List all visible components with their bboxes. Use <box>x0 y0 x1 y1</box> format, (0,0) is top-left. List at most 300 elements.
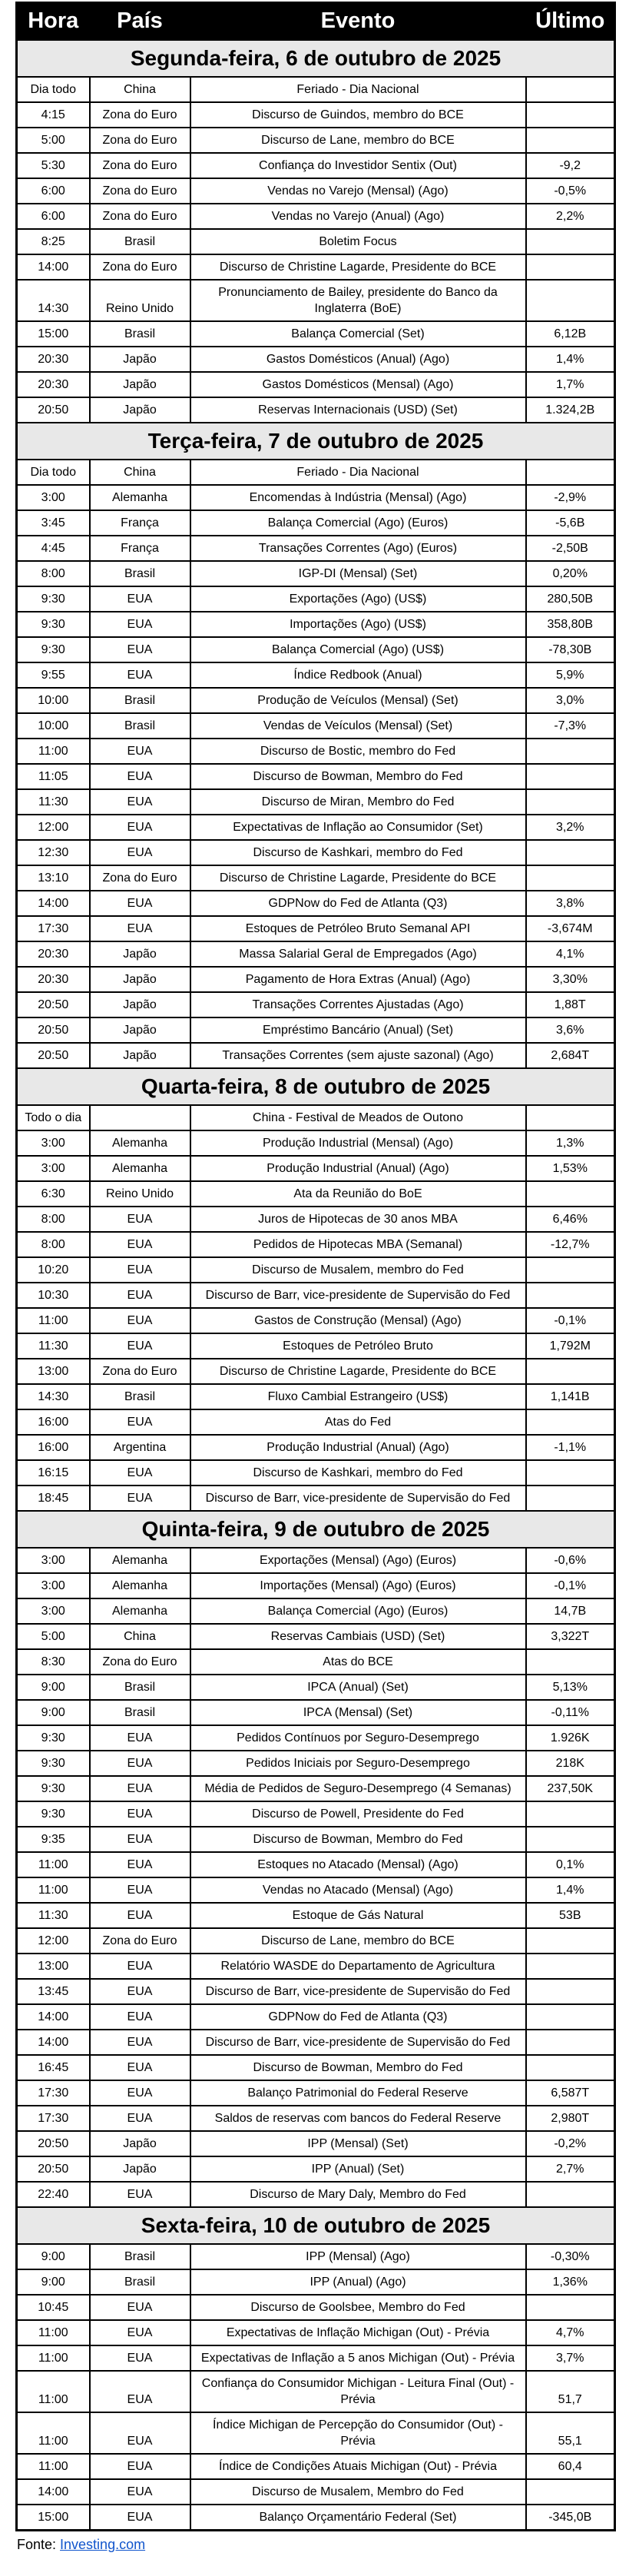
event-row <box>17 2182 615 2207</box>
country-cell: EUA <box>90 1877 190 1903</box>
country-cell: Brasil <box>90 561 190 586</box>
time-cell: 5:00 <box>17 1624 90 1649</box>
time-cell: 9:30 <box>17 1776 90 1801</box>
last-cell: 4,1% <box>526 941 615 967</box>
time-cell: 20:30 <box>17 347 90 372</box>
event-row <box>17 397 615 423</box>
last-cell <box>526 1359 615 1384</box>
country-cell: EUA <box>90 1409 190 1435</box>
event-row <box>17 662 615 688</box>
event-row <box>17 204 615 229</box>
last-cell: 2,980T <box>526 2106 615 2131</box>
time-cell: 9:00 <box>17 1700 90 1725</box>
last-cell: -0,5% <box>526 178 615 204</box>
event-cell: Discurso de Christine Lagarde, Presidente do BCE <box>190 865 526 891</box>
time-cell: 3:00 <box>17 1156 90 1181</box>
country-cell: Brasil <box>90 1675 190 1700</box>
event-row <box>17 1409 615 1435</box>
event-cell: Encomendas à Indústria (Mensal) (Ago) <box>190 485 526 510</box>
event-row <box>17 612 615 637</box>
event-row <box>17 1725 615 1751</box>
event-cell: Vendas de Veículos (Mensal) (Set) <box>190 713 526 739</box>
last-cell <box>526 2182 615 2207</box>
event-row <box>17 102 615 128</box>
last-cell: 3,322T <box>526 1624 615 1649</box>
country-cell: Brasil <box>90 2269 190 2295</box>
last-cell: 3,0% <box>526 688 615 713</box>
time-cell: 8:25 <box>17 229 90 254</box>
event-cell: Atas do Fed <box>190 1409 526 1435</box>
time-cell: 10:30 <box>17 1283 90 1308</box>
event-row <box>17 1548 615 1573</box>
country-cell: EUA <box>90 1776 190 1801</box>
event-cell: Reservas Cambiais (USD) (Set) <box>190 1624 526 1649</box>
event-row <box>17 2412 615 2454</box>
event-row <box>17 153 615 178</box>
column-header-hora: Hora <box>17 3 90 40</box>
time-cell: 3:00 <box>17 1573 90 1598</box>
time-cell: 9:35 <box>17 1827 90 1852</box>
time-cell: 14:00 <box>17 891 90 916</box>
event-cell: Discurso de Bowman, Membro do Fed <box>190 2055 526 2080</box>
event-row <box>17 1105 615 1130</box>
time-cell: 12:00 <box>17 1928 90 1954</box>
last-cell: 218K <box>526 1751 615 1776</box>
country-cell: Japão <box>90 1017 190 1043</box>
time-cell: 9:30 <box>17 586 90 612</box>
time-cell: 9:30 <box>17 1801 90 1827</box>
event-cell: China - Festival de Meados de Outono <box>190 1105 526 1130</box>
event-cell: Discurso de Powell, Presidente do Fed <box>190 1801 526 1827</box>
event-cell: Transações Correntes (sem ajuste sazonal) (Ago) <box>190 1043 526 1068</box>
last-cell <box>526 1257 615 1283</box>
last-cell <box>526 2295 615 2320</box>
event-cell: Discurso de Christine Lagarde, Presidente do BCE <box>190 1359 526 1384</box>
country-cell: China <box>90 77 190 102</box>
last-cell: 4,7% <box>526 2320 615 2345</box>
event-cell: Estoques de Petróleo Bruto <box>190 1333 526 1359</box>
time-cell: 9:00 <box>17 2244 90 2269</box>
country-cell: EUA <box>90 1751 190 1776</box>
event-row <box>17 536 615 561</box>
country-cell: EUA <box>90 2055 190 2080</box>
event-row <box>17 2156 615 2182</box>
country-cell: França <box>90 536 190 561</box>
event-cell: Fluxo Cambial Estrangeiro (US$) <box>190 1384 526 1409</box>
event-row <box>17 128 615 153</box>
last-cell: 1,4% <box>526 347 615 372</box>
event-row <box>17 2080 615 2106</box>
column-header-evento: Evento <box>190 3 526 40</box>
time-cell: 15:00 <box>17 321 90 347</box>
last-cell: -0,30% <box>526 2244 615 2269</box>
country-cell: Zona do Euro <box>90 1928 190 1954</box>
last-cell <box>526 1105 615 1130</box>
last-cell: 1,4% <box>526 1877 615 1903</box>
last-cell: 280,50B <box>526 586 615 612</box>
event-cell: Discurso de Barr, vice-presidente de Supervisão do Fed <box>190 1979 526 2004</box>
time-cell: 20:50 <box>17 2156 90 2182</box>
event-cell: Discurso de Mary Daly, Membro do Fed <box>190 2182 526 2207</box>
event-row <box>17 347 615 372</box>
last-cell <box>526 77 615 102</box>
event-row <box>17 77 615 102</box>
country-cell: EUA <box>90 1232 190 1257</box>
last-cell: 3,8% <box>526 891 615 916</box>
event-cell: Vendas no Varejo (Anual) (Ago) <box>190 204 526 229</box>
last-cell: -5,6B <box>526 510 615 536</box>
event-cell: Índice Michigan de Percepção do Consumidor (Out) - Prévia <box>190 2412 526 2454</box>
last-cell: 1.926K <box>526 1725 615 1751</box>
event-cell: Transações Correntes (Ago) (Euros) <box>190 536 526 561</box>
time-cell: 13:45 <box>17 1979 90 2004</box>
event-cell: IPP (Anual) (Set) <box>190 2156 526 2182</box>
country-cell: China <box>90 460 190 485</box>
event-cell: Saldos de reservas com bancos do Federal Reserve <box>190 2106 526 2131</box>
event-row <box>17 1435 615 1460</box>
event-row <box>17 460 615 485</box>
last-cell <box>526 1283 615 1308</box>
event-cell: Expectativas de Inflação a 5 anos Michigan (Out) - Prévia <box>190 2345 526 2371</box>
country-cell: EUA <box>90 2030 190 2055</box>
time-cell: 9:00 <box>17 2269 90 2295</box>
event-cell: GDPNow do Fed de Atlanta (Q3) <box>190 2004 526 2030</box>
last-cell <box>526 229 615 254</box>
event-cell: Pedidos Contínuos por Seguro-Desemprego <box>190 1725 526 1751</box>
event-cell: Discurso de Bostic, membro do Fed <box>190 739 526 764</box>
event-row <box>17 561 615 586</box>
source-label: Fonte: <box>17 2536 61 2552</box>
last-cell: -78,30B <box>526 637 615 662</box>
time-cell: 3:00 <box>17 485 90 510</box>
time-cell: 14:00 <box>17 2479 90 2505</box>
country-cell: Brasil <box>90 688 190 713</box>
event-row <box>17 1384 615 1409</box>
country-cell: EUA <box>90 2182 190 2207</box>
event-row <box>17 916 615 941</box>
event-cell: Estoque de Gás Natural <box>190 1903 526 1928</box>
time-cell: 6:00 <box>17 178 90 204</box>
event-row <box>17 2345 615 2371</box>
event-row <box>17 2131 615 2156</box>
last-cell <box>526 1801 615 1827</box>
last-cell: 60,4 <box>526 2454 615 2479</box>
last-cell: 55,1 <box>526 2412 615 2454</box>
event-row <box>17 229 615 254</box>
event-cell: Vendas no Atacado (Mensal) (Ago) <box>190 1877 526 1903</box>
event-row <box>17 967 615 992</box>
last-cell: 1,36% <box>526 2269 615 2295</box>
time-cell: 4:15 <box>17 102 90 128</box>
last-cell: -7,3% <box>526 713 615 739</box>
event-row <box>17 1017 615 1043</box>
time-cell: 14:30 <box>17 1384 90 1409</box>
country-cell: Alemanha <box>90 1156 190 1181</box>
event-cell: Índice de Condições Atuais Michigan (Out) - Prévia <box>190 2454 526 2479</box>
last-cell <box>526 1928 615 1954</box>
country-cell: EUA <box>90 840 190 865</box>
event-row <box>17 1156 615 1181</box>
country-cell: Japão <box>90 397 190 423</box>
event-row <box>17 2004 615 2030</box>
last-cell <box>526 1486 615 1511</box>
country-cell: EUA <box>90 764 190 789</box>
time-cell: 11:00 <box>17 1877 90 1903</box>
time-cell: 11:00 <box>17 739 90 764</box>
country-cell: EUA <box>90 1207 190 1232</box>
time-cell: 20:30 <box>17 941 90 967</box>
event-cell: IPCA (Anual) (Set) <box>190 1675 526 1700</box>
time-cell: 11:30 <box>17 789 90 815</box>
day-section-row <box>17 2207 615 2244</box>
event-row <box>17 865 615 891</box>
time-cell: 10:00 <box>17 713 90 739</box>
last-cell: 1,3% <box>526 1130 615 1156</box>
time-cell: 17:30 <box>17 2080 90 2106</box>
country-cell: Zona do Euro <box>90 102 190 128</box>
event-row <box>17 739 615 764</box>
event-row <box>17 1130 615 1156</box>
event-cell: Feriado - Dia Nacional <box>190 77 526 102</box>
country-cell: EUA <box>90 739 190 764</box>
event-row <box>17 2295 615 2320</box>
time-cell: 15:00 <box>17 2505 90 2531</box>
last-cell: 1.324,2B <box>526 397 615 423</box>
last-cell: -2,9% <box>526 485 615 510</box>
last-cell <box>526 1827 615 1852</box>
last-cell <box>526 2055 615 2080</box>
country-cell: EUA <box>90 789 190 815</box>
event-row <box>17 1954 615 1979</box>
event-row <box>17 2371 615 2412</box>
last-cell <box>526 460 615 485</box>
country-cell: EUA <box>90 2080 190 2106</box>
time-cell: 12:00 <box>17 815 90 840</box>
last-cell: -2,50B <box>526 536 615 561</box>
time-cell: 11:00 <box>17 2345 90 2371</box>
event-row <box>17 1751 615 1776</box>
event-row <box>17 1903 615 1928</box>
last-cell: -9,2 <box>526 153 615 178</box>
event-cell: Estoques de Petróleo Bruto Semanal API <box>190 916 526 941</box>
event-row <box>17 713 615 739</box>
event-cell: Boletim Focus <box>190 229 526 254</box>
event-row <box>17 637 615 662</box>
event-cell: IPP (Mensal) (Ago) <box>190 2244 526 2269</box>
event-row <box>17 1928 615 1954</box>
time-cell: 13:10 <box>17 865 90 891</box>
country-cell: EUA <box>90 612 190 637</box>
day-section-title: Quarta-feira, 8 de outubro de 2025 <box>17 1068 615 1105</box>
country-cell: EUA <box>90 1979 190 2004</box>
country-cell: Japão <box>90 372 190 397</box>
event-row <box>17 1852 615 1877</box>
country-cell: EUA <box>90 1460 190 1486</box>
last-cell: 53B <box>526 1903 615 1928</box>
event-cell: Discurso de Barr, vice-presidente de Supervisão do Fed <box>190 1283 526 1308</box>
time-cell: 16:15 <box>17 1460 90 1486</box>
event-cell: Discurso de Lane, membro do BCE <box>190 1928 526 1954</box>
country-cell: Brasil <box>90 1384 190 1409</box>
event-row <box>17 2030 615 2055</box>
event-row <box>17 1283 615 1308</box>
time-cell: 14:30 <box>17 280 90 321</box>
time-cell: 16:45 <box>17 2055 90 2080</box>
country-cell: EUA <box>90 2412 190 2454</box>
event-cell: Produção Industrial (Anual) (Ago) <box>190 1435 526 1460</box>
time-cell: 8:00 <box>17 561 90 586</box>
country-cell: EUA <box>90 2295 190 2320</box>
last-cell: -0,6% <box>526 1548 615 1573</box>
event-cell: Produção Industrial (Anual) (Ago) <box>190 1156 526 1181</box>
time-cell: 20:50 <box>17 992 90 1017</box>
event-cell: Pronunciamento de Bailey, presidente do Banco da Inglaterra (BoE) <box>190 280 526 321</box>
column-header-ultimo: Último <box>526 3 615 40</box>
country-cell: EUA <box>90 1852 190 1877</box>
country-cell: EUA <box>90 916 190 941</box>
investing-link[interactable]: Investing.com <box>60 2536 146 2552</box>
time-cell: 17:30 <box>17 916 90 941</box>
event-cell: Atas do BCE <box>190 1649 526 1675</box>
last-cell: 5,9% <box>526 662 615 688</box>
time-cell: 10:00 <box>17 688 90 713</box>
event-row <box>17 1486 615 1511</box>
event-cell: Estoques no Atacado (Mensal) (Ago) <box>190 1852 526 1877</box>
time-cell: 11:30 <box>17 1333 90 1359</box>
event-cell: Confiança do Investidor Sentix (Out) <box>190 153 526 178</box>
event-row <box>17 2454 615 2479</box>
time-cell: 10:20 <box>17 1257 90 1283</box>
day-section-title: Quinta-feira, 9 de outubro de 2025 <box>17 1511 615 1548</box>
time-cell: 8:00 <box>17 1207 90 1232</box>
event-cell: Discurso de Lane, membro do BCE <box>190 128 526 153</box>
last-cell <box>526 1979 615 2004</box>
time-cell: 9:30 <box>17 1725 90 1751</box>
time-cell: 9:00 <box>17 1675 90 1700</box>
last-cell: 2,2% <box>526 204 615 229</box>
last-cell <box>526 865 615 891</box>
last-cell: 2,684T <box>526 1043 615 1068</box>
event-row <box>17 1801 615 1827</box>
country-cell: EUA <box>90 1801 190 1827</box>
country-cell: EUA <box>90 2479 190 2505</box>
last-cell: 0,1% <box>526 1852 615 1877</box>
event-row <box>17 1649 615 1675</box>
time-cell: 11:00 <box>17 1852 90 1877</box>
event-cell: Feriado - Dia Nacional <box>190 460 526 485</box>
last-cell: -0,11% <box>526 1700 615 1725</box>
last-cell: 6,46% <box>526 1207 615 1232</box>
day-section-title: Terça-feira, 7 de outubro de 2025 <box>17 423 615 460</box>
event-cell: Discurso de Musalem, membro do Fed <box>190 1257 526 1283</box>
country-cell: Brasil <box>90 229 190 254</box>
event-row <box>17 586 615 612</box>
event-cell: Balança Comercial (Set) <box>190 321 526 347</box>
time-cell: 20:50 <box>17 1043 90 1068</box>
event-row <box>17 764 615 789</box>
event-cell: Importações (Ago) (US$) <box>190 612 526 637</box>
last-cell: 6,587T <box>526 2080 615 2106</box>
event-row <box>17 485 615 510</box>
event-row <box>17 254 615 280</box>
event-cell: IPCA (Mensal) (Set) <box>190 1700 526 1725</box>
time-cell: Dia todo <box>17 77 90 102</box>
event-row <box>17 992 615 1017</box>
time-cell: 14:00 <box>17 2004 90 2030</box>
time-cell: 3:00 <box>17 1130 90 1156</box>
time-cell: 13:00 <box>17 1954 90 1979</box>
event-cell: IPP (Mensal) (Set) <box>190 2131 526 2156</box>
country-cell: EUA <box>90 1954 190 1979</box>
event-cell: Discurso de Kashkari, membro do Fed <box>190 1460 526 1486</box>
event-cell: Reservas Internacionais (USD) (Set) <box>190 397 526 423</box>
country-cell: Brasil <box>90 713 190 739</box>
event-cell: Expectativas de Inflação ao Consumidor (Set) <box>190 815 526 840</box>
event-cell: Expectativas de Inflação Michigan (Out) - Prévia <box>190 2320 526 2345</box>
last-cell <box>526 1409 615 1435</box>
event-cell: Exportações (Mensal) (Ago) (Euros) <box>190 1548 526 1573</box>
last-cell: -1,1% <box>526 1435 615 1460</box>
country-cell: Alemanha <box>90 1573 190 1598</box>
last-cell <box>526 739 615 764</box>
country-cell: EUA <box>90 891 190 916</box>
event-row <box>17 321 615 347</box>
last-cell: -3,674M <box>526 916 615 941</box>
time-cell: 9:55 <box>17 662 90 688</box>
country-cell: EUA <box>90 2004 190 2030</box>
event-cell: Discurso de Barr, vice-presidente de Supervisão do Fed <box>190 1486 526 1511</box>
country-cell: EUA <box>90 2454 190 2479</box>
day-section-row <box>17 1511 615 1548</box>
country-cell: Alemanha <box>90 1598 190 1624</box>
time-cell: 11:00 <box>17 2320 90 2345</box>
event-cell: Gastos Domésticos (Mensal) (Ago) <box>190 372 526 397</box>
last-cell: 237,50K <box>526 1776 615 1801</box>
event-cell: Discurso de Christine Lagarde, Presidente do BCE <box>190 254 526 280</box>
event-row <box>17 815 615 840</box>
last-cell: 51,7 <box>526 2371 615 2412</box>
last-cell: -0,1% <box>526 1573 615 1598</box>
country-cell: Zona do Euro <box>90 865 190 891</box>
event-row <box>17 1207 615 1232</box>
event-row <box>17 1257 615 1283</box>
country-cell: EUA <box>90 1283 190 1308</box>
time-cell: 16:00 <box>17 1409 90 1435</box>
time-cell: 9:30 <box>17 1751 90 1776</box>
event-cell: Importações (Mensal) (Ago) (Euros) <box>190 1573 526 1598</box>
country-cell: Zona do Euro <box>90 1359 190 1384</box>
country-cell: EUA <box>90 1333 190 1359</box>
country-cell: Japão <box>90 967 190 992</box>
country-cell: Alemanha <box>90 1130 190 1156</box>
event-cell: Discurso de Goolsbee, Membro do Fed <box>190 2295 526 2320</box>
last-cell: 358,80B <box>526 612 615 637</box>
country-cell: EUA <box>90 662 190 688</box>
event-cell: Índice Redbook (Anual) <box>190 662 526 688</box>
event-cell: Relatório WASDE do Departamento de Agricultura <box>190 1954 526 1979</box>
event-cell: IPP (Anual) (Ago) <box>190 2269 526 2295</box>
time-cell: 8:00 <box>17 1232 90 1257</box>
time-cell: 20:50 <box>17 2131 90 2156</box>
time-cell: 11:00 <box>17 2454 90 2479</box>
event-row <box>17 1460 615 1486</box>
event-row <box>17 1598 615 1624</box>
event-cell: GDPNow do Fed de Atlanta (Q3) <box>190 891 526 916</box>
time-cell: 11:00 <box>17 2371 90 2412</box>
time-cell: 10:45 <box>17 2295 90 2320</box>
event-row <box>17 2269 615 2295</box>
event-row <box>17 372 615 397</box>
